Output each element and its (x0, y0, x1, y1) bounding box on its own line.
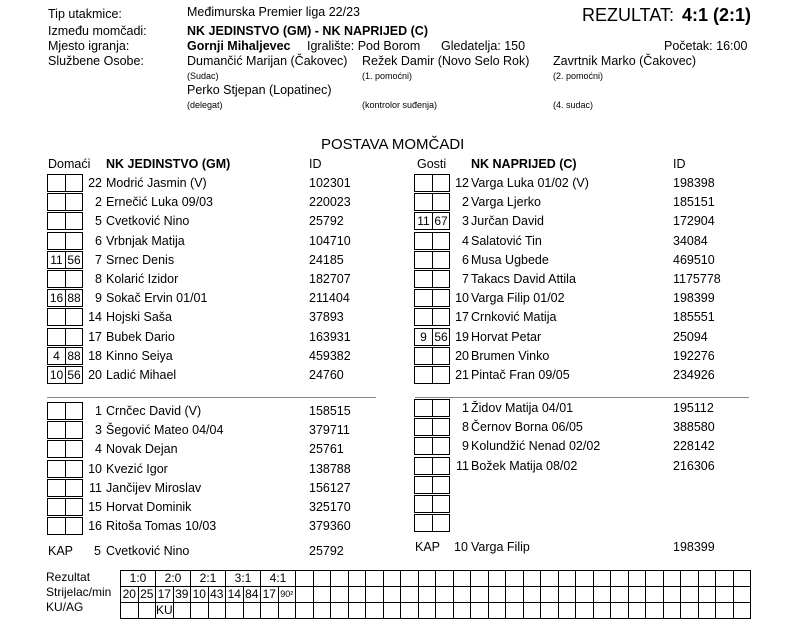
mjesto-label: Mjesto igranja: (48, 39, 130, 53)
kuag-row-label: KU/AG (46, 600, 84, 614)
player-box-1: 11 (47, 251, 65, 269)
rezultat-label: REZULTAT: (582, 5, 675, 25)
player-id: 469510 (673, 252, 715, 267)
player-number: 15 (88, 500, 102, 514)
player-id: 388580 (673, 420, 715, 435)
kuag-cell-empty (663, 603, 681, 619)
result-cell: 2:1 (191, 571, 226, 587)
player-name: Varga Filip 01/02 (471, 291, 565, 306)
kuag-cell-empty (313, 603, 331, 619)
home-side-label: Domaći (48, 157, 91, 171)
pom2-role: (2. pomoćni) (553, 71, 604, 81)
player-id: 24185 (309, 252, 344, 267)
result-cell-empty (593, 571, 611, 587)
player-name: Modrić Jasmin (V) (106, 176, 207, 190)
result-cell-empty (681, 571, 699, 587)
player-name: Kolarić Izidor (106, 272, 179, 286)
kuag-cell-empty (331, 603, 349, 619)
away-id-label: ID (673, 157, 686, 171)
result-cell-empty (313, 571, 331, 587)
scorer-cell-empty (681, 587, 699, 603)
scorer-cell-empty (296, 587, 314, 603)
kuag-cell-empty (733, 603, 751, 619)
player-number: 7 (462, 272, 469, 286)
player-id: 185151 (673, 195, 715, 210)
kuag-cell-empty (418, 603, 436, 619)
home-kap-num: 5 (94, 544, 101, 558)
player-name: Varga Ljerko (471, 195, 541, 210)
kuag-cell-empty (173, 603, 191, 619)
player-number: 18 (88, 348, 102, 363)
kuag-cell-empty (628, 603, 646, 619)
kuag-cell-empty (383, 603, 401, 619)
rezultat-value: 4:1 (2:1) (682, 5, 752, 25)
player-number: 3 (95, 423, 102, 438)
player-name: Jurčan David (471, 214, 544, 229)
scorer-cell: 14 (226, 587, 244, 603)
player-name: Černov Borna 06/05 (471, 420, 583, 435)
kuag-cell-empty (366, 603, 384, 619)
player-number: 21 (455, 368, 469, 382)
result-cell-empty (576, 571, 594, 587)
igraliste: Igralište: Pod Borom (307, 39, 421, 53)
player-name: Bubek Dario (106, 329, 175, 344)
player-name: Horvat Dominik (106, 500, 192, 514)
result-cell-empty (366, 571, 384, 587)
result-cell-empty (348, 571, 366, 587)
kuag-cell: KU (156, 603, 173, 617)
strijelac-row-label: Strijelac/min (46, 585, 112, 599)
scorer-cell-empty (348, 587, 366, 603)
result-cell-empty (611, 571, 629, 587)
player-name: Cvetković Nino (106, 214, 190, 229)
kuag-cell-empty (436, 603, 454, 619)
delegat-name: Perko Stjepan (Lopatinec) (187, 83, 332, 97)
result-cell-empty (541, 571, 559, 587)
result-cell-empty (418, 571, 436, 587)
scorer-cell-empty (733, 587, 751, 603)
result-cell-empty (716, 571, 734, 587)
player-name: Kvezić Igor (106, 461, 168, 476)
player-name: Brumen Vinko (471, 348, 550, 363)
player-number: 2 (462, 195, 469, 210)
scorer-cell: 25 (138, 587, 156, 603)
izmedju-value: NK JEDINSTVO (GM) - NK NAPRIJED (C) (187, 24, 428, 38)
player-name: Kinno Seiya (106, 348, 173, 363)
player-box-1: 16 (47, 289, 65, 307)
result-cell-empty (663, 571, 681, 587)
player-box-2: 67 (432, 212, 450, 230)
player-number: 4 (462, 233, 469, 248)
player-box-2: 56 (65, 366, 83, 384)
kuag-cell-empty (348, 603, 366, 619)
kontrolor-role: (kontrolor suđenja) (362, 100, 438, 110)
away-kap-id: 198399 (673, 540, 715, 554)
scorer-cell-empty (576, 587, 594, 603)
player-id: 172904 (673, 214, 715, 229)
postava-title: POSTAVA MOMČADI (321, 136, 465, 153)
result-cell-empty (471, 571, 489, 587)
scorer-cell-empty (663, 587, 681, 603)
kuag-cell-empty (681, 603, 699, 619)
player-number: 16 (88, 519, 102, 534)
away-kap-num: 10 (454, 540, 468, 554)
result-cell-empty (558, 571, 576, 587)
kuag-cell-empty (506, 603, 524, 619)
player-number: 10 (88, 461, 102, 476)
scorer-cell-empty (313, 587, 331, 603)
scorer-cell: 17 (261, 587, 279, 603)
delegat-role: (delegat) (187, 100, 223, 110)
player-number: 9 (95, 291, 102, 306)
away-team-name: NK NAPRIJED (C) (471, 157, 577, 171)
player-id: 195112 (673, 401, 714, 415)
player-id: 211404 (309, 291, 350, 306)
scorer-cell-empty (488, 587, 506, 603)
player-id: 102301 (309, 176, 351, 190)
player-id: 182707 (309, 272, 351, 286)
scorer-cell-empty (541, 587, 559, 603)
home-kap-name: Cvetković Nino (106, 544, 190, 558)
player-number: 6 (462, 252, 469, 267)
pom1-role: (1. pomoćni) (362, 71, 413, 81)
scorer-cell-empty (646, 587, 664, 603)
kuag-cell-empty (453, 603, 471, 619)
player-name: Horvat Petar (471, 329, 542, 344)
scorer-cell: 39 (173, 587, 191, 603)
result-cell-empty (331, 571, 349, 587)
scorer-cell-empty (611, 587, 629, 603)
pom2-name: Zavrtnik Marko (Čakovec) (553, 54, 697, 68)
player-name: Hojski Saša (106, 310, 172, 325)
player-id: 198399 (673, 291, 715, 306)
player-id: 192276 (673, 348, 715, 363)
kuag-cell-empty (208, 603, 226, 619)
player-number: 19 (455, 329, 469, 344)
player-id: 379711 (309, 423, 350, 438)
player-id: 34084 (673, 233, 708, 248)
player-id: 158515 (309, 404, 351, 418)
kuag-cell-empty (698, 603, 716, 619)
result-cell: 2:0 (156, 571, 191, 587)
pom1-name: Režek Damir (Novo Selo Rok) (362, 54, 530, 68)
player-name: Musa Ugbede (471, 252, 549, 267)
result-cell-empty (436, 571, 454, 587)
scorer-cell-empty (436, 587, 454, 603)
scorer-cell-empty (383, 587, 401, 603)
result-cell-empty (488, 571, 506, 587)
scorer-cell-empty (698, 587, 716, 603)
scorer-cell-empty (418, 587, 436, 603)
player-number: 6 (95, 233, 102, 248)
scorer-cell: 17 (156, 587, 174, 603)
player-box-2: 88 (65, 289, 83, 307)
player-id: 216306 (673, 458, 715, 473)
kuag-cell-empty (191, 603, 209, 619)
player-name: Salatović Tin (471, 233, 542, 248)
result-cell-empty (506, 571, 524, 587)
sudac-name: Dumančić Marijan (Čakovec) (187, 54, 348, 68)
kuag-cell-empty (523, 603, 541, 619)
player-number: 11 (456, 458, 469, 473)
scorer-cell: 43 (208, 587, 226, 603)
player-id: 185551 (673, 310, 715, 325)
kuag-cell-empty (278, 603, 296, 619)
result-cell-empty (523, 571, 541, 587)
player-number: 17 (455, 310, 469, 325)
kuag-cell-empty (558, 603, 576, 619)
player-name: Kolundžić Nenad 02/02 (471, 439, 601, 454)
player-name: Takacs David Attila (471, 272, 576, 286)
away-side-label: Gosti (417, 157, 447, 171)
kuag-cell-empty (296, 603, 314, 619)
kuag-cell-empty (593, 603, 611, 619)
player-box-2: 56 (65, 251, 83, 269)
player-number: 14 (88, 310, 102, 325)
player-number: 20 (88, 368, 102, 382)
player-name: Srnec Denis (106, 252, 175, 267)
kuag-cell-empty (401, 603, 419, 619)
player-id: 25094 (673, 329, 708, 344)
sudac-role: (Sudac) (187, 71, 219, 81)
player-number: 8 (95, 272, 102, 286)
player-name: Božek Matija 08/02 (471, 458, 578, 473)
player-name: Židov Matija 04/01 (471, 401, 574, 415)
mjesto-value: Gornji Mihaljevec (187, 39, 291, 53)
kuag-cell-empty (611, 603, 629, 619)
izmedju-label: Između momčadi: (48, 24, 147, 38)
home-id-label: ID (309, 157, 322, 171)
result-cell-empty (646, 571, 664, 587)
sudac4-role: (4. sudac) (553, 100, 594, 110)
player-name: Novak Dejan (106, 442, 178, 457)
kuag-cell-empty (646, 603, 664, 619)
kuag-cell (121, 603, 139, 619)
player-box-1: 10 (47, 366, 65, 384)
result-cell-empty (628, 571, 646, 587)
result-cell-empty (296, 571, 314, 587)
player-box-2: 56 (432, 328, 450, 346)
player-number: 9 (462, 439, 469, 454)
player-box-2: 88 (65, 347, 83, 365)
kuag-cell-empty (541, 603, 559, 619)
player-box-1: 4 (47, 347, 65, 365)
rezultat-row-label: Rezultat (46, 570, 91, 584)
player-name: Crnčec David (V) (106, 404, 202, 418)
result-cell-empty (401, 571, 419, 587)
result-cell-empty (453, 571, 471, 587)
player-name: Vrbnjak Matija (106, 233, 185, 248)
player-number: 1 (95, 404, 102, 418)
player-number: 1 (462, 401, 469, 415)
kuag-cell-empty (471, 603, 489, 619)
result-cell: 4:1 (261, 571, 296, 587)
kuag-cell (138, 603, 156, 619)
result-cell: 1:0 (121, 571, 156, 587)
player-id: 25761 (309, 442, 344, 457)
away-kap-name: Varga Filip (471, 540, 530, 554)
away-kap-label: KAP (415, 540, 441, 554)
scorer-cell-empty (558, 587, 576, 603)
scorer-cell-empty (471, 587, 489, 603)
player-number: 12 (455, 176, 469, 190)
scorer-cell-empty (453, 587, 471, 603)
player-number: 20 (455, 348, 469, 363)
scorer-cell-empty (716, 587, 734, 603)
player-id: 220023 (309, 195, 351, 210)
result-cell: 3:1 (226, 571, 261, 587)
player-number: 4 (95, 442, 102, 457)
tip-value: Međimurska Premier liga 22/23 (187, 5, 360, 19)
player-name: Crnković Matija (471, 310, 557, 325)
scorer-cell: 84 (243, 587, 261, 603)
player-name: Sokač Ervin 01/01 (106, 291, 208, 306)
kuag-cell-empty (243, 603, 261, 619)
player-id: 325170 (309, 500, 351, 514)
home-team-name: NK JEDINSTVO (GM) (106, 157, 231, 171)
player-number: 10 (455, 291, 469, 306)
player-name: Šegović Mateo 04/04 (106, 423, 224, 438)
player-number: 8 (462, 420, 469, 435)
result-cell-empty (733, 571, 751, 587)
player-id: 24760 (309, 368, 344, 382)
scorer-cell: 10 (191, 587, 209, 603)
player-name: Ladić Mihael (106, 368, 177, 382)
scorer-cell-empty (628, 587, 646, 603)
scorer-cell-empty (506, 587, 524, 603)
player-number: 17 (88, 329, 102, 344)
player-number: 2 (95, 195, 102, 210)
player-id: 37893 (309, 310, 344, 325)
kuag-cell-empty (576, 603, 594, 619)
player-number: 22 (88, 176, 102, 190)
scorer-cell: 20 (121, 587, 139, 603)
sluzbene-label: Službene Osobe: (48, 54, 144, 68)
player-number: 3 (462, 214, 469, 229)
kuag-cell-empty (226, 603, 244, 619)
tip-label: Tip utakmice: (48, 7, 122, 21)
player-id: 234926 (673, 368, 715, 382)
result-cell-empty (698, 571, 716, 587)
player-name: Ritoša Tomas 10/03 (106, 519, 217, 534)
gledatelja: Gledatelja: 150 (441, 39, 526, 53)
home-kap-label: KAP (48, 544, 74, 558)
player-id: 25792 (309, 214, 344, 229)
player-name: Jančijev Miroslav (106, 480, 202, 495)
player-number: 11 (89, 480, 102, 495)
player-id: 198398 (673, 176, 715, 190)
player-id: 379360 (309, 519, 351, 534)
player-number: 5 (95, 214, 102, 229)
home-kap-id: 25792 (309, 544, 344, 558)
kuag-cell-empty (488, 603, 506, 619)
player-name: Ernečić Luka 09/03 (106, 195, 214, 210)
scorer-cell: 90² (278, 587, 296, 603)
player-name: Pintač Fran 09/05 (471, 368, 570, 382)
player-id: 104710 (309, 233, 351, 248)
scorer-cell-empty (331, 587, 349, 603)
score-grid (120, 570, 751, 619)
player-box-1: 9 (414, 328, 432, 346)
scorer-cell-empty (366, 587, 384, 603)
scorer-cell-empty (593, 587, 611, 603)
player-id: 1175778 (673, 272, 721, 286)
player-name: Varga Luka 01/02 (V) (471, 176, 589, 190)
player-id: 138788 (309, 461, 351, 476)
player-box-1: 11 (414, 212, 432, 230)
player-id: 156127 (309, 480, 351, 495)
pocetak: Početak: 16:00 (664, 39, 748, 53)
player-number: 7 (95, 252, 102, 267)
player-id: 459382 (309, 348, 351, 363)
kuag-cell-empty (716, 603, 734, 619)
scorer-cell-empty (523, 587, 541, 603)
player-id: 163931 (309, 329, 351, 344)
result-cell-empty (383, 571, 401, 587)
player-id: 228142 (673, 439, 715, 454)
scorer-cell-empty (401, 587, 419, 603)
kuag-cell-empty (261, 603, 279, 619)
